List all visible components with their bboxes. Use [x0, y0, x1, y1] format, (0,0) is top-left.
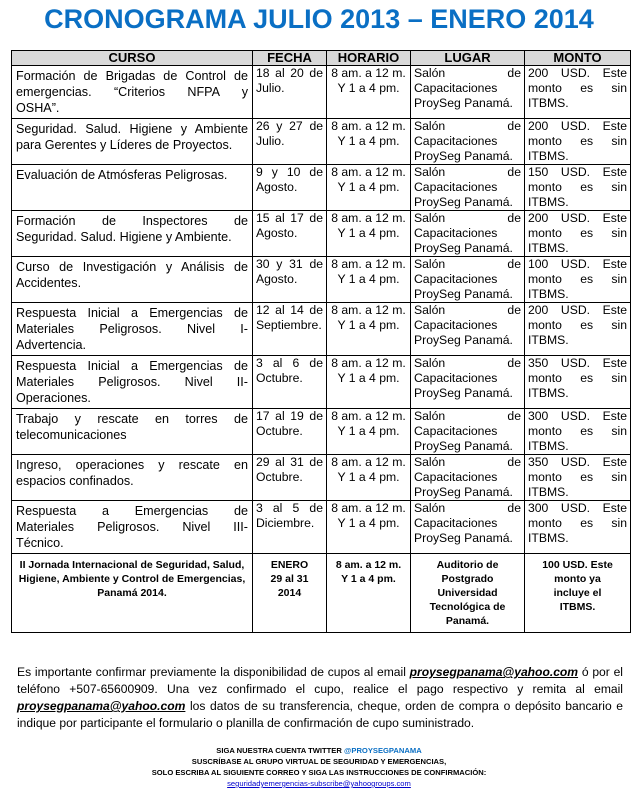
schedule-cell — [327, 409, 411, 455]
table-row — [12, 356, 631, 409]
amount-cell-line: monto es sin — [528, 318, 627, 332]
course-cell-line: Evaluación de Atmósferas Peligrosas. — [16, 168, 228, 182]
date-cell — [253, 554, 327, 633]
schedule-cell — [327, 501, 411, 554]
amount-cell-line: monto es sin — [528, 81, 627, 95]
schedule-cell — [327, 455, 411, 501]
date-cell — [253, 211, 327, 257]
amount-cell — [525, 409, 631, 455]
table-row — [12, 501, 631, 554]
schedule-cell — [327, 303, 411, 356]
course-cell-line: Respuesta Inicial a Emergencias de — [16, 306, 248, 320]
header-monto: MONTO — [525, 51, 631, 66]
date-cell-line: Septiembre. — [256, 318, 322, 332]
date-cell-line: Agosto. — [256, 180, 298, 194]
schedule-cell-line: Y 1 a 4 pm. — [337, 318, 400, 332]
footer-instructions-line: SOLO ESCRIBA AL SIGUIENTE CORREO Y SIGA LAS INSTRUCCIONES DE CONFIRMACIÓN: — [151, 768, 487, 777]
location-cell-line: ProySeg Panamá. — [414, 241, 513, 255]
date-cell-line: 3 al 6 de — [256, 356, 323, 370]
amount-cell-line: 300 USD. Este — [528, 409, 627, 423]
amount-cell-line: ITBMS. — [528, 241, 569, 255]
amount-cell-line: monto es sin — [528, 226, 627, 240]
amount-cell-line: monto es sin — [528, 180, 627, 194]
location-cell — [411, 66, 525, 119]
amount-cell-line: ITBMS. — [528, 485, 569, 499]
course-cell — [12, 554, 253, 633]
schedule-cell-line: 8 am. a 12 m. — [331, 455, 406, 469]
schedule-cell — [327, 554, 411, 633]
location-cell-line: Salón de — [414, 455, 521, 469]
table-row — [12, 409, 631, 455]
course-cell-line: Accidentes. — [16, 276, 82, 290]
location-cell-line: Capacitaciones — [414, 180, 498, 194]
schedule-cell-line: 8 am. a 12 m. — [331, 356, 406, 370]
schedule-cell-line: Y 1 a 4 pm. — [337, 424, 400, 438]
schedule-cell-line: 8 am. a 12 m. — [331, 165, 406, 179]
location-cell-line: Capacitaciones — [414, 134, 498, 148]
location-cell-line: Salón de — [414, 165, 521, 179]
header-horario: HORARIO — [327, 51, 411, 66]
amount-cell — [525, 165, 631, 211]
date-cell-line: Octubre. — [256, 470, 303, 484]
amount-cell-line: ITBMS. — [528, 386, 569, 400]
date-cell-line: Agosto. — [256, 226, 298, 240]
amount-cell-line: ITBMS. — [528, 287, 569, 301]
header-curso: CURSO — [12, 51, 253, 66]
location-cell-line: Auditorio de — [436, 559, 499, 571]
course-cell-line: Respuesta a Emergencias de — [16, 504, 248, 518]
amount-cell-line: ITBMS. — [528, 96, 569, 110]
location-cell-line: Salón de — [414, 211, 521, 225]
amount-cell — [525, 455, 631, 501]
course-cell-line: Formación de Brigadas de Control de — [16, 69, 248, 83]
course-cell-line: Materiales Peligrosos. Nivel I- — [16, 322, 248, 336]
date-cell-line: Julio. — [256, 81, 285, 95]
amount-cell-line: 100 USD. Este — [542, 559, 613, 571]
amount-cell — [525, 257, 631, 303]
location-cell-line: Salón de — [414, 501, 521, 515]
course-cell — [12, 303, 253, 356]
amount-cell — [525, 119, 631, 165]
date-cell — [253, 66, 327, 119]
course-cell — [12, 501, 253, 554]
notice-email-1[interactable]: proysegpanama@yahoo.com — [409, 665, 579, 679]
schedule-cell — [327, 119, 411, 165]
amount-cell — [525, 356, 631, 409]
date-cell-line: 18 al 20 de — [256, 66, 323, 80]
date-cell-line: 15 al 17 de — [256, 211, 323, 225]
amount-cell-line: 350 USD. Este — [528, 356, 627, 370]
location-cell-line: ProySeg Panamá. — [414, 485, 513, 499]
table-row — [12, 455, 631, 501]
amount-cell-line: 350 USD. Este — [528, 455, 627, 469]
course-cell-line: Técnico. — [16, 536, 64, 550]
amount-cell — [525, 66, 631, 119]
table-body — [12, 66, 631, 633]
course-cell — [12, 211, 253, 257]
location-cell — [411, 257, 525, 303]
course-cell-line: Materiales Peligrosos. Nivel II- — [16, 375, 248, 389]
schedule-cell-line: Y 1 a 4 pm. — [337, 226, 400, 240]
amount-cell — [525, 501, 631, 554]
amount-cell-line: monto es sin — [528, 470, 627, 484]
location-cell-line: Capacitaciones — [414, 318, 498, 332]
date-cell — [253, 119, 327, 165]
course-cell-line: para Gerentes y Líderes de Proyectos. — [16, 138, 233, 152]
location-cell-line: Tecnológica de — [429, 601, 506, 613]
course-cell-line: espacios confinados. — [16, 474, 134, 488]
course-cell — [12, 165, 253, 211]
table-row — [12, 119, 631, 165]
course-cell-line: Seguridad. Salud. Higiene y Ambiente — [16, 122, 248, 136]
location-cell-line: Capacitaciones — [414, 470, 498, 484]
location-cell — [411, 554, 525, 633]
amount-cell-line: 200 USD. Este — [528, 66, 627, 80]
date-cell-line: 3 al 5 de — [256, 501, 323, 515]
schedule-cell-line: 8 am. a 12 m. — [331, 501, 406, 515]
date-cell — [253, 409, 327, 455]
amount-cell-line: monto es sin — [528, 424, 627, 438]
amount-cell-line: ITBMS. — [528, 195, 569, 209]
schedule-cell-line: Y 1 a 4 pm. — [337, 180, 400, 194]
course-cell-line: II Jornada Internacional de Seguridad, Salud, — [19, 559, 245, 571]
course-cell-line: Advertencia. — [16, 338, 87, 352]
amount-cell-line: 100 USD. Este — [528, 257, 627, 271]
location-cell-line: ProySeg Panamá. — [414, 439, 513, 453]
course-cell — [12, 356, 253, 409]
course-cell-line: emergencias. “Criterios NFPA y — [16, 85, 248, 99]
course-cell-line: Trabajo y rescate en torres de — [16, 412, 248, 426]
course-cell — [12, 119, 253, 165]
course-cell-line: Panamá 2014. — [97, 587, 167, 599]
schedule-cell-line: 8 am. a 12 m. — [331, 409, 406, 423]
table-row — [12, 257, 631, 303]
date-cell — [253, 455, 327, 501]
date-cell — [253, 257, 327, 303]
course-cell — [12, 455, 253, 501]
schedule-cell-line: Y 1 a 4 pm. — [337, 81, 400, 95]
course-cell — [12, 257, 253, 303]
location-cell-line: Capacitaciones — [414, 424, 498, 438]
table-row — [12, 66, 631, 119]
schedule-cell-line: Y 1 a 4 pm. — [337, 516, 400, 530]
location-cell-line: Capacitaciones — [414, 371, 498, 385]
location-cell-line: ProySeg Panamá. — [414, 149, 513, 163]
amount-cell-line: 200 USD. Este — [528, 119, 627, 133]
location-cell-line: Salón de — [414, 409, 521, 423]
location-cell-line: ProySeg Panamá. — [414, 287, 513, 301]
amount-cell-line: ITBMS. — [559, 601, 596, 613]
date-cell-line: 29 al 31 — [270, 573, 309, 585]
course-cell-line: telecomunicaciones — [16, 428, 127, 442]
date-cell-line: Octubre. — [256, 424, 303, 438]
page-title: CRONOGRAMA JULIO 2013 – ENERO 2014 — [44, 4, 594, 34]
amount-cell-line: ITBMS. — [528, 531, 569, 545]
notice-text-2: ó por el teléfono +507-65600909. Una vez confirmado el cupo, realice el pago respectivo y remita al email — [17, 665, 623, 696]
schedule-table — [11, 50, 631, 633]
schedule-cell-line: 8 am. a 12 m. — [331, 303, 406, 317]
schedule-cell-line: Y 1 a 4 pm. — [341, 573, 396, 585]
location-cell-line: Salón de — [414, 303, 521, 317]
date-cell-line: Octubre. — [256, 371, 303, 385]
date-cell-line: Diciembre. — [256, 516, 315, 530]
location-cell — [411, 211, 525, 257]
amount-cell-line: 150 USD. Este — [528, 165, 627, 179]
course-cell-line: Seguridad. Salud. Higiene y Ambiente. — [16, 230, 232, 244]
schedule-cell — [327, 257, 411, 303]
table-row — [12, 165, 631, 211]
location-cell-line: Salón de — [414, 66, 521, 80]
notice-text-1: Es importante confirmar previamente la disponibilidad de cupos al email — [17, 665, 410, 679]
table-header-row — [12, 51, 631, 66]
footer-twitter-prefix: SIGA NUESTRA CUENTA TWITTER — [216, 746, 344, 755]
amount-cell-line: monto ya — [554, 573, 601, 585]
schedule-cell — [327, 356, 411, 409]
location-cell-line: Postgrado — [441, 573, 494, 585]
date-cell — [253, 356, 327, 409]
amount-cell — [525, 554, 631, 633]
location-cell-line: Universidad — [437, 587, 498, 599]
table-row — [12, 303, 631, 356]
amount-cell-line: 300 USD. Este — [528, 501, 627, 515]
course-cell-line: OSHA”. — [16, 101, 60, 115]
schedule-cell-line: 8 am. a 12 m. — [331, 211, 406, 225]
course-cell-line: Higiene, Ambiente y Control de Emergencias, — [18, 573, 246, 585]
location-cell — [411, 356, 525, 409]
location-cell — [411, 165, 525, 211]
confirmation-notice — [17, 664, 623, 732]
amount-cell-line: monto es sin — [528, 272, 627, 286]
course-cell — [12, 66, 253, 119]
location-cell — [411, 455, 525, 501]
course-cell-line: Materiales Peligrosos. Nivel III- — [16, 520, 248, 534]
location-cell — [411, 119, 525, 165]
schedule-cell-line: Y 1 a 4 pm. — [337, 134, 400, 148]
course-cell-line: Ingreso, operaciones y rescate en — [16, 458, 248, 472]
location-cell-line: ProySeg Panamá. — [414, 531, 513, 545]
location-cell-line: Capacitaciones — [414, 272, 498, 286]
location-cell-line: Capacitaciones — [414, 226, 498, 240]
location-cell-line: ProySeg Panamá. — [414, 195, 513, 209]
schedule-cell-line: 8 am. a 12 m. — [335, 559, 402, 571]
amount-cell-line: incluye el — [553, 587, 602, 599]
schedule-cell-line: 8 am. a 12 m. — [331, 257, 406, 271]
footer — [0, 745, 638, 789]
amount-cell-line: ITBMS. — [528, 149, 569, 163]
amount-cell-line: monto es sin — [528, 371, 627, 385]
course-cell-line: Curso de Investigación y Análisis de — [16, 260, 248, 274]
location-cell — [411, 409, 525, 455]
date-cell-line: 30 y 31 de — [256, 257, 323, 271]
date-cell-line: Julio. — [256, 134, 285, 148]
date-cell-line: 9 y 10 de — [256, 165, 323, 179]
amount-cell — [525, 211, 631, 257]
date-cell — [253, 303, 327, 356]
location-cell — [411, 303, 525, 356]
schedule-cell-line: Y 1 a 4 pm. — [337, 371, 400, 385]
amount-cell-line: ITBMS. — [528, 439, 569, 453]
course-cell-line: Respuesta Inicial a Emergencias de — [16, 359, 248, 373]
course-cell-line: Formación de Inspectores de — [16, 214, 248, 228]
footer-subscribe-line: SUSCRÍBASE AL GRUPO VIRTUAL DE SEGURIDAD Y EMERGENCIAS, — [191, 757, 447, 766]
schedule-cell-line: 8 am. a 12 m. — [331, 66, 406, 80]
date-cell-line: ENERO — [270, 559, 309, 571]
schedule-cell — [327, 165, 411, 211]
location-cell-line: ProySeg Panamá. — [414, 386, 513, 400]
location-cell-line: Panamá. — [445, 615, 490, 627]
amount-cell-line: 200 USD. Este — [528, 303, 627, 317]
date-cell-line: 26 y 27 de — [256, 119, 323, 133]
footer-twitter-line — [0, 745, 638, 756]
amount-cell — [525, 303, 631, 356]
header-fecha: FECHA — [253, 51, 327, 66]
schedule-cell — [327, 211, 411, 257]
schedule-cell-line: Y 1 a 4 pm. — [337, 470, 400, 484]
location-cell-line: ProySeg Panamá. — [414, 333, 513, 347]
location-cell-line: Capacitaciones — [414, 81, 498, 95]
amount-cell-line: ITBMS. — [528, 333, 569, 347]
notice-text-3: los datos de su transferencia, cheque, orden de compra o depósito bancario e indique por participante el formulario o planilla de confirmación de cupo suministrado. — [17, 699, 623, 730]
table-row — [12, 211, 631, 257]
amount-cell-line: 200 USD. Este — [528, 211, 627, 225]
amount-cell-line: monto es sin — [528, 516, 627, 530]
schedule-cell-line: 8 am. a 12 m. — [331, 119, 406, 133]
table-row-jornada — [12, 554, 631, 633]
date-cell-line: Agosto. — [256, 272, 298, 286]
amount-cell-line: monto es sin — [528, 134, 627, 148]
course-cell — [12, 409, 253, 455]
subscribe-email-link[interactable]: seguridadyemergencias-subscribe@yahoogroups.com — [227, 779, 411, 788]
date-cell-line: 2014 — [277, 587, 302, 599]
location-cell-line: Salón de — [414, 356, 521, 370]
header-lugar: LUGAR — [411, 51, 525, 66]
date-cell-line: 12 al 14 de — [256, 303, 323, 317]
schedule-cell-line: Y 1 a 4 pm. — [337, 272, 400, 286]
location-cell-line: Salón de — [414, 119, 521, 133]
date-cell-line: 17 al 19 de — [256, 409, 323, 423]
date-cell-line: 29 al 31 de — [256, 455, 323, 469]
twitter-handle[interactable]: @PROYSEGPANAMA — [343, 746, 422, 755]
schedule-cell — [327, 66, 411, 119]
location-cell-line: Salón de — [414, 257, 521, 271]
location-cell — [411, 501, 525, 554]
date-cell — [253, 501, 327, 554]
course-cell-line: Operaciones. — [16, 391, 91, 405]
notice-email-2[interactable]: proysegpanama@yahoo.com — [17, 699, 186, 713]
location-cell-line: ProySeg Panamá. — [414, 96, 513, 110]
location-cell-line: Capacitaciones — [414, 516, 498, 530]
date-cell — [253, 165, 327, 211]
